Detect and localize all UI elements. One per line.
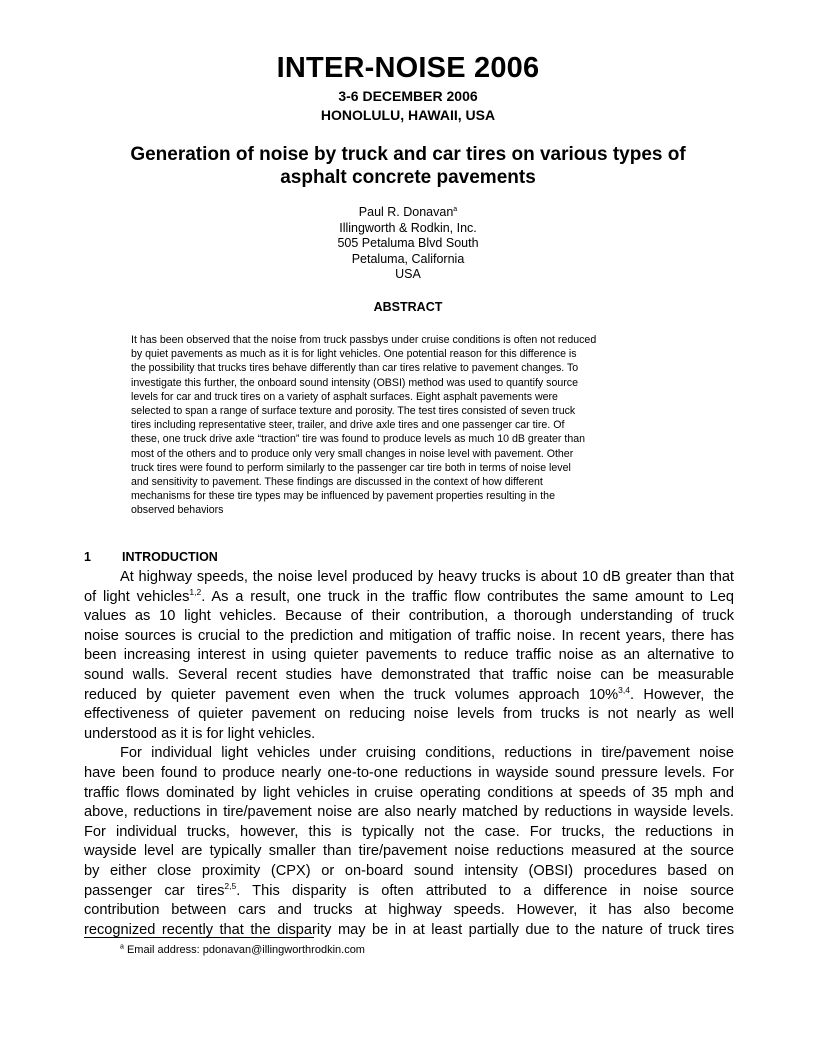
author-address-street: 505 Petaluma Blvd South bbox=[337, 236, 479, 251]
abstract-line: selected to span a range of surface texture and porosity. The test tires consisted of seven truck bbox=[131, 405, 576, 418]
citation-superscript: 3,4 bbox=[618, 684, 630, 695]
conference-location: HONOLULU, HAWAII, USA bbox=[320, 107, 496, 123]
line-text: of light vehicles bbox=[84, 588, 190, 605]
abstract-body bbox=[131, 333, 691, 518]
section-number: 1 bbox=[84, 550, 91, 564]
line-text: At highway speeds, the noise level produced by heavy trucks is about 10 dB greater than that bbox=[120, 569, 734, 585]
footnote-marker: a bbox=[120, 943, 124, 951]
paragraph-line bbox=[84, 744, 734, 764]
abstract-heading: ABSTRACT bbox=[373, 300, 443, 314]
abstract-line: most of the others and to produce only very small changes in noise level with pavement. Other bbox=[131, 447, 574, 460]
paragraph-line bbox=[84, 588, 734, 608]
line-text: by either close proximity (CPX) or on-board sound intensity (OBSI) procedures based on bbox=[84, 862, 734, 879]
abstract-line: investigate this further, the onboard sound intensity (OBSI) method was used to quantify source bbox=[131, 376, 578, 389]
paper-title bbox=[80, 143, 736, 189]
author-block bbox=[0, 205, 816, 283]
paragraph-line bbox=[84, 803, 734, 823]
line-text: have been found to produce nearly one-to-one reductions in wayside sound pressure levels. For bbox=[84, 764, 734, 781]
abstract-line: the possibility that trucks tires behave differently than car tires relative to pavement changes. To bbox=[131, 362, 579, 375]
author-name-line bbox=[0, 205, 816, 221]
abstract-line: and sensitivity to pavement. These findings are discussed in the context of how different bbox=[131, 476, 543, 489]
line-text-continued: . This disparity is often attributed to a difference in noise source bbox=[236, 882, 734, 899]
paragraph-line bbox=[84, 725, 734, 745]
line-text: effectiveness of quieter pavement on reducing noise levels from trucks is not nearly as well bbox=[84, 706, 734, 723]
author-name: Paul R. Donavan bbox=[358, 205, 454, 219]
line-text: values as 10 light vehicles. Because of their contribution, a thorough understanding of truck bbox=[84, 608, 734, 625]
section-body bbox=[84, 568, 734, 940]
line-text: been increasing interest in using quieter pavements to reduce traffic noise as an alternative to bbox=[84, 647, 734, 664]
paragraph-line bbox=[84, 784, 734, 804]
conference-dates: 3-6 DECEMBER 2006 bbox=[338, 88, 478, 104]
paper-title-line: asphalt concrete pavements bbox=[280, 167, 536, 188]
paragraph-line bbox=[84, 705, 734, 725]
citation-superscript: 2,5 bbox=[224, 880, 237, 891]
paragraph-line bbox=[84, 646, 734, 666]
abstract-line: tires including representative steer, trailer, and drive axle tires and one passenger car tire. Of bbox=[131, 419, 565, 432]
line-text-continued: . However, the bbox=[629, 686, 734, 703]
line-text: contribution between cars and trucks at highway speeds. However, it has also become bbox=[84, 902, 734, 919]
paragraph-line bbox=[84, 842, 734, 862]
abstract-line: observed behaviors bbox=[131, 504, 224, 517]
line-text: above, reductions in tire/pavement noise are also nearly matched by reductions in wayside levels. bbox=[84, 804, 734, 821]
section-title: INTRODUCTION bbox=[122, 550, 218, 564]
paper-title-line: Generation of noise by truck and car tires on various types of bbox=[130, 144, 686, 165]
paragraph-line bbox=[84, 627, 734, 647]
line-text: recognized recently that the disparity may be in at least partially due to the nature of truck tires bbox=[84, 921, 734, 938]
paragraph-line bbox=[84, 607, 734, 627]
abstract-line: It has been observed that the noise from truck passbys under cruise conditions is often not reduced bbox=[131, 334, 597, 346]
footnote-divider bbox=[84, 937, 314, 938]
author-country: USA bbox=[395, 267, 421, 282]
abstract-line: truck tires were found to perform similarly to the passenger car tire both in terms of noise level bbox=[131, 461, 571, 474]
paragraph-line bbox=[84, 686, 734, 706]
line-text: noise sources is crucial to the prediction and mitigation of traffic noise. In recent years, there has bbox=[84, 627, 734, 644]
author-footnote-marker: a bbox=[453, 205, 458, 213]
line-text: reduced by quieter pavement even when the truck volumes approach 10% bbox=[84, 686, 619, 703]
line-text: understood as it is for light vehicles. bbox=[84, 725, 316, 742]
paragraph-line bbox=[84, 882, 734, 902]
line-text: traffic flows dominated by light vehicles in cruise operating conditions at speeds of 35 mph and bbox=[84, 784, 734, 801]
line-text: passenger car tires bbox=[84, 882, 225, 899]
paragraph-line bbox=[84, 901, 734, 921]
abstract-line: these, one truck drive axle “traction” tire was found to produce levels as much 10 dB greater than bbox=[131, 433, 586, 446]
paragraph-line bbox=[84, 823, 734, 843]
line-text: wayside level are typically smaller than tire/pavement noise reductions measured at the source bbox=[84, 843, 734, 860]
author-affiliation: Illingworth & Rodkin, Inc. bbox=[339, 220, 477, 235]
line-text-continued: . As a result, one truck in the traffic flow contributes the same amount to Leq bbox=[201, 588, 734, 605]
section-heading bbox=[84, 550, 218, 564]
conference-title: INTER-NOISE 2006 bbox=[276, 52, 540, 84]
line-text: For individual trucks, however, this is typically not the case. For trucks, the reductions in bbox=[84, 823, 734, 840]
abstract-line: mechanisms for these tire types may be influenced by pavement properties resulting in the bbox=[131, 490, 555, 503]
paragraph-line bbox=[84, 666, 734, 686]
footnote-text: Email address: pdonavan@illingworthrodkin.com bbox=[126, 944, 365, 956]
abstract-line: levels for car and truck tires on a variety of asphalt surfaces. Eight asphalt pavements were bbox=[131, 390, 558, 403]
abstract-line: by quiet pavements as much as it is for light vehicles. One potential reason for this difference is bbox=[131, 348, 577, 361]
line-text: sound walls. Several recent studies have demonstrated that traffic noise can be measurable bbox=[84, 666, 734, 683]
author-address-city: Petaluma, California bbox=[351, 251, 465, 266]
line-text: For individual light vehicles under cruising conditions, reductions in tire/pavement noise bbox=[120, 745, 734, 762]
paragraph-line bbox=[84, 764, 734, 784]
paragraph-line bbox=[84, 862, 734, 882]
citation-superscript: 1,2 bbox=[189, 586, 202, 597]
paragraph-line bbox=[84, 568, 734, 588]
footnote bbox=[120, 944, 365, 956]
